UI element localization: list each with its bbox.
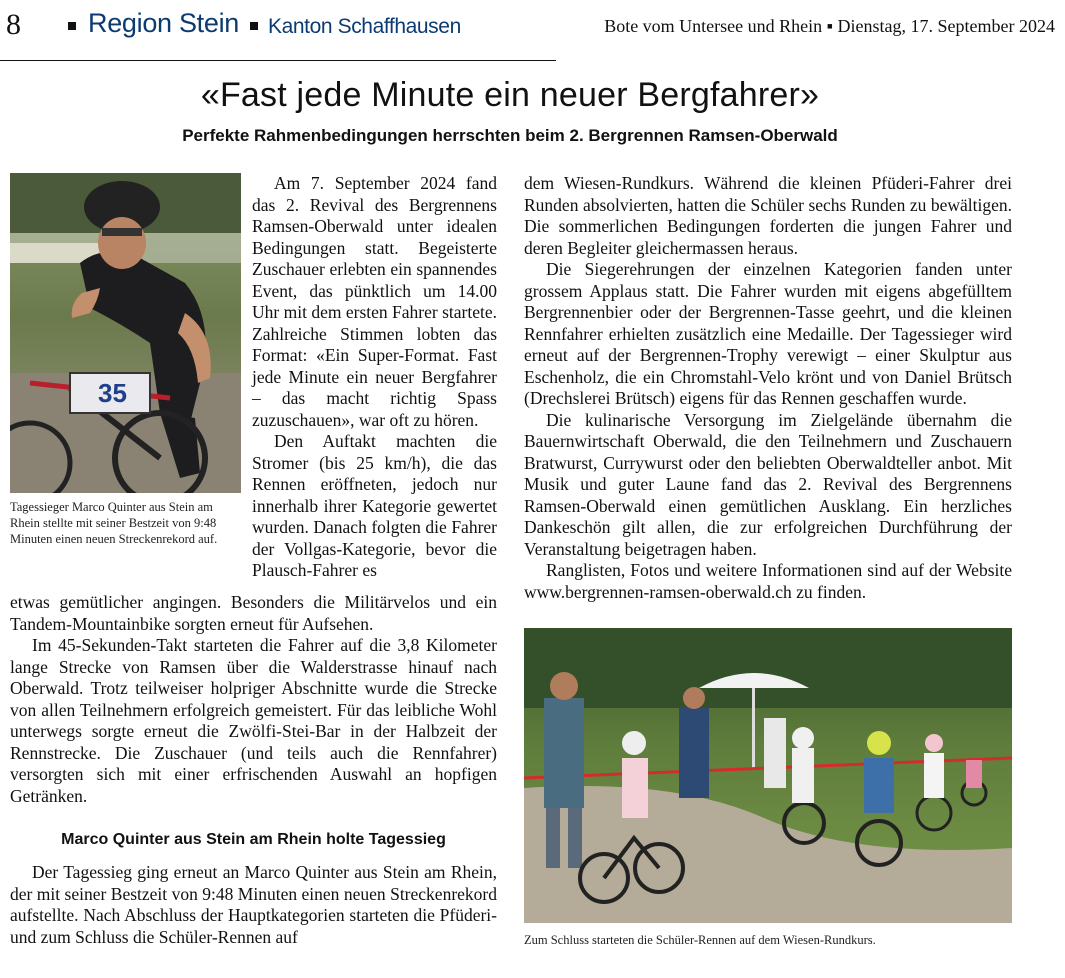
paragraph: Am 7. September 2024 fand das 2. Revival des Bergrennens Ramsen-Oberwald unter idealen Bedingungen statt. Begeisterte Zuschauer erlebten ein spannendes Event, das pünktlich um 14.00 Uhr mit dem ersten Fahrer startete. Zahlreiche Stimmen lobten das Format: «Ein Super-Format. Fast jede Minute ein neuer Bergfahrer – das macht richtig Spass zuzuschauen», war oft zu hören.	[252, 173, 497, 430]
paragraph: dem Wiesen-Rundkurs. Während die kleinen Pfüderi-Fahrer drei Runden absolvierten, hatten die Schüler sechs Runden zu bewältigen. Die sommerlichen Bedingungen forderten die jungen Fahrer und deren Begleiter gleichermassen heraus.	[524, 173, 1012, 258]
bullet-square-icon	[250, 22, 258, 30]
photo-caption: Tagessieger Marco Quinter aus Stein am Rhein stellte mit seiner Bestzeit von 9:48 Minuten einen neuen Streckenrekord auf.	[10, 500, 218, 546]
paragraph: Der Tagessieg ging erneut an Marco Quinter aus Stein am Rhein, der mit seiner Bestzeit von 9:48 Minuten einen neuen Streckenrekord aufstellte. Nach Abschluss der Hauptkategorien starteten die Pfüderi- und zum Schluss die Schüler-Rennen auf	[10, 862, 497, 947]
race-bib-number: 35	[98, 378, 127, 408]
page-number: 8	[6, 8, 21, 41]
paragraph: etwas gemütlicher angingen. Besonders die Militärvelos und ein Tandem-Mountainbike sorgten erneut für Aufsehen.	[10, 592, 497, 634]
photo-kids-race	[524, 628, 1012, 923]
article-column	[252, 173, 497, 582]
section-title: Region Stein	[88, 8, 240, 38]
paragraph: Ranglisten, Fotos und weitere Informationen sind auf der Website www.bergrennen-ramsen-oberwald.ch zu finden.	[524, 560, 1012, 602]
subsection-title: Kanton Schaffhausen	[268, 15, 461, 38]
article-column-wide	[10, 592, 497, 807]
article-subtitle: Perfekte Rahmenbedingungen herrschten beim 2. Bergrennen Ramsen-Oberwald	[182, 126, 838, 145]
article-title: «Fast jede Minute ein neuer Bergfahrer»	[200, 76, 820, 114]
paragraph: Die Siegerehrungen der einzelnen Kategorien fanden unter grossem Applaus statt. Die Fahrer wurden mit eigens abgefülltem Bergrennenbier oder der Bergrennen-Tasse geehrt, und die kleinen Rennfahrer erhielten zusätzlich eine Medaille. Der Tagessieger wird erneut auf der Bergrennen-Trophy verewigt – einer Skulptur aus Eschenholz, die ein Chromstahl-Velo krönt und von Daniel Brütsch (Drechslerei Brütsch) eigens für das Rennen geschaffen wurde.	[524, 259, 1012, 408]
article-column-wide-2	[10, 862, 497, 948]
header-rule	[0, 60, 556, 61]
article-column-right	[524, 173, 1012, 603]
paragraph: Im 45-Sekunden-Takt starteten die Fahrer auf die 3,8 Kilometer lange Strecke von Ramsen über die Walderstrasse hinauf nach Oberwald. Trotz teilweiser holpriger Abschnitte wurde die Strecke von allen Teilnehmern erfolgreich gemeistert. Für das leibliche Wohl unterwegs sorgte erneut die Zwölfi-Stei-Bar in der Halbzeit der Rennstrecke. Die Zuschauer (und teils auch die Rennfahrer) versorgten sich mit einer erfrischenden Auswahl an hopfigen Getränken.	[10, 635, 497, 806]
article-subheading: Marco Quinter aus Stein am Rhein holte Tagessieg	[61, 831, 446, 848]
photo-caption: Zum Schluss starteten die Schüler-Rennen auf dem Wiesen-Rundkurs.	[524, 933, 876, 947]
bullet-square-icon	[68, 22, 76, 30]
photo-cyclist	[10, 173, 241, 493]
publication-date: Bote vom Untersee und Rhein ▪ Dienstag, 17. September 2024	[604, 16, 1055, 36]
paragraph: Die kulinarische Versorgung im Zielgelände übernahm die Bauernwirtschaft Oberwald, die den Teilnehmern und Zuschauern Bratwurst, Currywurst oder den beliebten Oberwaldteller anbot. Mit Musik und guter Laune fand das 2. Revival des Bergrennens Ramsen-Oberwald einen gemütlichen Ausklang. Ein herzliches Dankeschön gilt allen, die zur erfolgreichen Durchführung der Veranstaltung beigetragen haben.	[524, 409, 1012, 559]
paragraph: Den Auftakt machten die Stromer (bis 25 km/h), die das Rennen eröffneten, jedoch nur innerhalb ihrer Kategorie gewertet wurden. Danach folgten die Fahrer der Vollgas-Kategorie, bevor die Plausch-Fahrer es	[252, 431, 497, 580]
